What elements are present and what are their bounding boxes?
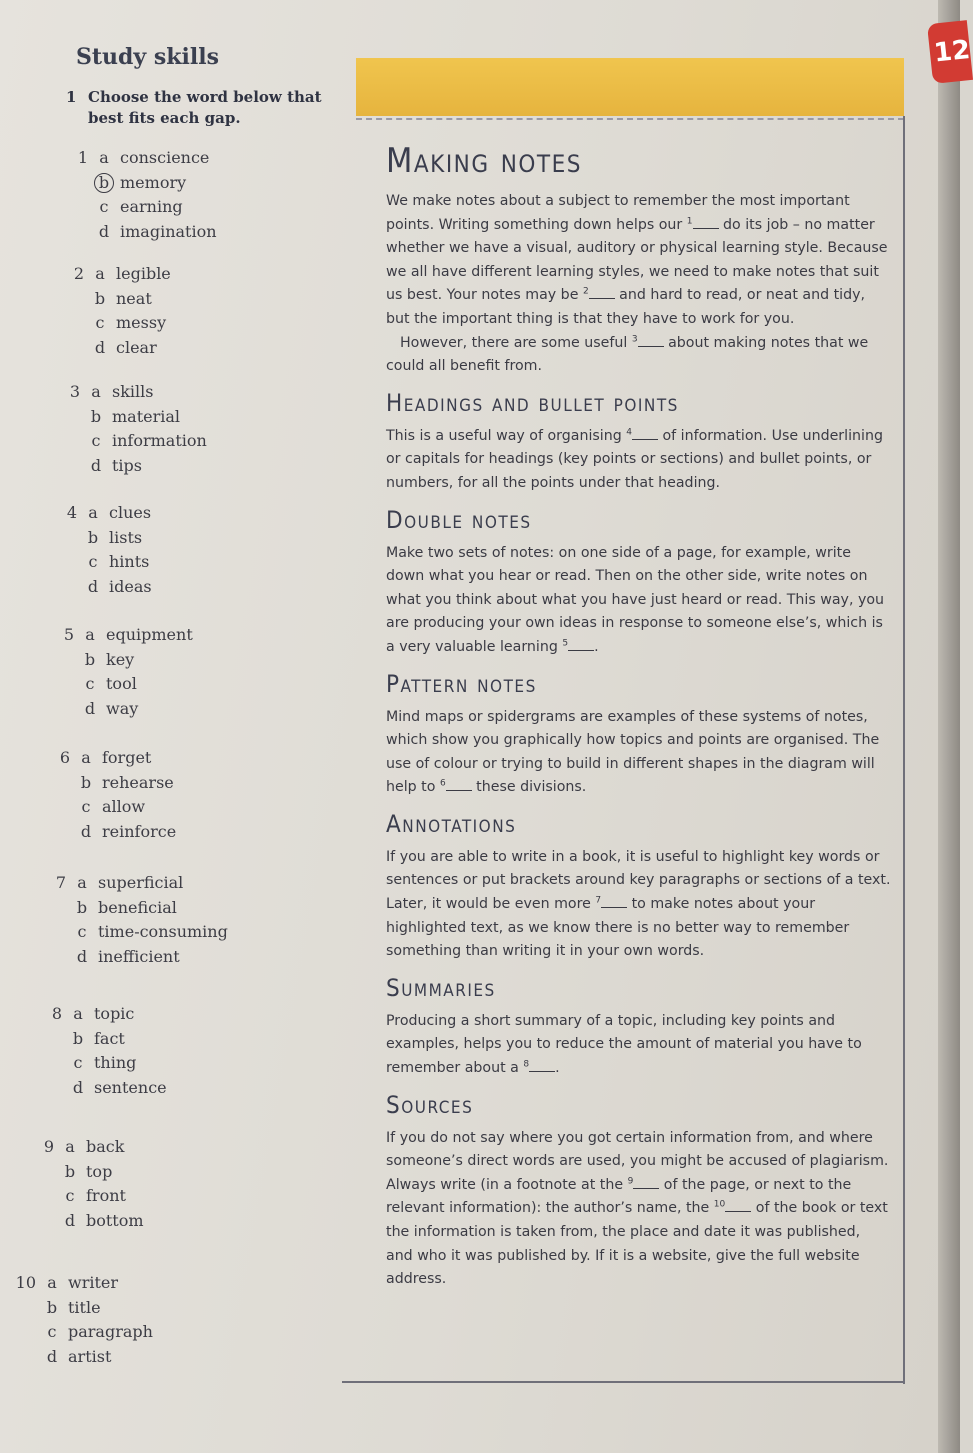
gap-number: 6 xyxy=(439,778,446,789)
option-letter: c xyxy=(91,431,101,450)
option-letter: b xyxy=(87,527,99,547)
heading-pattern-notes: Pattern notes xyxy=(386,669,537,698)
option-letter: b xyxy=(64,1161,76,1181)
answer-option[interactable] xyxy=(40,1027,167,1052)
answer-option[interactable] xyxy=(55,575,152,600)
question-number: 4 xyxy=(66,503,77,522)
answer-option[interactable] xyxy=(62,336,171,361)
option-word: clues xyxy=(109,503,152,522)
option-letter: c xyxy=(88,552,98,571)
gap-5[interactable] xyxy=(568,638,594,651)
instruction-line-1: Choose the word below that xyxy=(88,88,322,106)
option-letter: a xyxy=(91,382,101,401)
gap-number: 5 xyxy=(562,638,569,649)
option-letter: b xyxy=(72,1028,84,1048)
box-border-bottom xyxy=(342,1381,905,1383)
option-word: writer xyxy=(68,1273,119,1292)
box-border-right xyxy=(903,116,905,1384)
option-letter: b xyxy=(90,406,102,426)
answer-option[interactable] xyxy=(14,1296,153,1321)
option-word: allow xyxy=(102,797,146,816)
option-word: imagination xyxy=(120,221,217,241)
heading-headings-bullets: Headings and bullet points xyxy=(386,388,679,417)
question-6 xyxy=(48,746,176,844)
question-number: 9 xyxy=(43,1137,54,1156)
option-word: beneficial xyxy=(98,897,177,917)
answer-option[interactable] xyxy=(32,1209,144,1234)
option-letter: b xyxy=(46,1297,58,1317)
answer-option[interactable] xyxy=(52,623,193,648)
option-word: information xyxy=(112,431,207,450)
gap-10[interactable] xyxy=(725,1199,751,1212)
double-notes-paragraph: Make two sets of notes: on one side of a page, for example, write down what you hear or read. Then on the other side, write notes on what you think about what you have just heard or read. This way, you are producing your own ideas in response to someone else’s, which is a very valuable learning $^5$ . xyxy=(386,544,885,655)
option-word: equipment xyxy=(106,625,193,644)
question-8 xyxy=(40,1002,167,1100)
option-word: way xyxy=(106,698,139,718)
answer-option[interactable] xyxy=(62,262,171,287)
answer-option[interactable] xyxy=(52,672,193,697)
option-word: earning xyxy=(120,197,183,216)
option-letter: a xyxy=(85,625,95,644)
answer-option[interactable] xyxy=(44,871,228,896)
annotations-paragraph: If you are able to write in a book, it is useful to highlight key words or sentences or put brackets around key paragraphs or sections of a text. Later, it would be even more $^7$ to make notes about your highlighted text, as we know there is no better way to remember something than writing it in your own words. xyxy=(386,848,891,960)
option-letter: c xyxy=(81,797,91,816)
answer-option[interactable] xyxy=(48,820,176,845)
option-letter: d xyxy=(90,455,102,475)
question-number: 1 xyxy=(77,148,88,167)
option-word: hints xyxy=(109,552,150,571)
main-heading: Making notes xyxy=(386,141,582,181)
heading-annotations: Annotations xyxy=(386,809,517,838)
gap-3[interactable] xyxy=(638,334,664,347)
question-number: 5 xyxy=(63,625,74,644)
option-letter: d xyxy=(94,337,106,357)
answer-option[interactable] xyxy=(44,920,228,945)
option-word: artist xyxy=(68,1346,112,1366)
question-2 xyxy=(62,262,171,360)
gap-6[interactable] xyxy=(446,778,472,791)
option-word: tips xyxy=(112,455,142,475)
option-word: conscience xyxy=(120,148,210,167)
question-10 xyxy=(14,1271,153,1369)
option-word: ideas xyxy=(109,576,152,596)
option-letter: c xyxy=(99,197,109,216)
answer-option[interactable] xyxy=(66,195,217,220)
option-word: top xyxy=(86,1161,113,1181)
option-letter: d xyxy=(72,1077,84,1097)
answer-option[interactable] xyxy=(32,1184,144,1209)
exercise-number: 1 xyxy=(66,88,77,106)
pattern-notes-paragraph: Mind maps or spidergrams are examples of these systems of notes, which show you graphically how topics and points are organised. The use of colour or trying to build in different shapes in the diagram will help to $^6$ these divisions. xyxy=(386,708,880,796)
page-number-tab: 12 xyxy=(927,20,973,84)
answer-option[interactable] xyxy=(48,771,176,796)
option-letter: d xyxy=(87,576,99,596)
option-word: superficial xyxy=(98,873,184,892)
exercise-instruction xyxy=(66,87,336,129)
intro-paragraph: We make notes about a subject to remember the most important points. Writing something down helps our $^1$ do its job – no matter whether we have a visual, auditory or physical learning style. Because we all have different learning styles, we need to make notes that suit us best. Your notes may be $^2$ and hard to read, or neat and tidy, but the important thing is that they have to work for you. xyxy=(386,193,888,327)
answer-option[interactable] xyxy=(55,526,152,551)
option-word: sentence xyxy=(94,1077,167,1097)
answer-option[interactable] xyxy=(48,795,176,820)
intro-paragraph-2: However, there are some useful $^3$ about making notes that we could all benefit from. xyxy=(386,333,869,375)
option-letter: a xyxy=(81,748,91,767)
gap-8[interactable] xyxy=(529,1059,555,1072)
heading-summaries: Summaries xyxy=(386,973,496,1002)
option-word: legible xyxy=(116,264,171,283)
answer-option[interactable] xyxy=(66,171,217,196)
option-letter: d xyxy=(80,821,92,841)
option-letter: d xyxy=(98,221,110,241)
answer-option[interactable] xyxy=(52,697,193,722)
answer-option[interactable] xyxy=(40,1002,167,1027)
heading-sources: Sources xyxy=(386,1090,474,1119)
option-word: inefficient xyxy=(98,946,180,966)
instruction-line-2: best fits each gap. xyxy=(88,109,241,127)
summaries-paragraph: Producing a short summary of a topic, including key points and examples, helps you to reduce the amount of material you have to remember about a $^8$ . xyxy=(386,1012,862,1077)
option-letter: a xyxy=(65,1137,75,1156)
reading-text xyxy=(386,138,891,1292)
gap-9[interactable] xyxy=(633,1176,659,1189)
question-number: 6 xyxy=(59,748,70,767)
sources-paragraph: If you do not say where you got certain information from, and where someone’s direct words are used, you might be accused of plagiarism. Always write (in a footnote at the $^9$ of the page, or next to the relevant information): the author’s name, the $^{10}$ of the book or text the information is taken from, the place and date it was published, and who it was published by. If it is a website, give the full website address. xyxy=(386,1129,889,1288)
answer-option[interactable] xyxy=(48,746,176,771)
option-word: material xyxy=(112,406,181,426)
answer-option[interactable] xyxy=(44,896,228,921)
option-word: back xyxy=(86,1137,125,1156)
option-word: topic xyxy=(94,1004,135,1023)
gap-1[interactable] xyxy=(693,216,719,229)
question-number: 3 xyxy=(69,382,80,401)
answer-option[interactable] xyxy=(44,945,228,970)
option-letter: c xyxy=(95,313,105,332)
option-word: title xyxy=(68,1297,101,1317)
gap-7[interactable] xyxy=(601,895,627,908)
option-letter: b xyxy=(84,649,96,669)
option-word: clear xyxy=(116,337,157,357)
answer-option[interactable] xyxy=(40,1076,167,1101)
answer-option[interactable] xyxy=(58,454,207,479)
gap-number: 10 xyxy=(713,1199,726,1210)
question-7 xyxy=(44,871,228,969)
option-word: front xyxy=(86,1186,126,1205)
option-letter: c xyxy=(47,1322,57,1341)
answer-option[interactable] xyxy=(14,1320,153,1345)
gap-number: 9 xyxy=(627,1176,634,1187)
question-5 xyxy=(52,623,193,721)
option-letter: b xyxy=(94,288,106,308)
gap-number: 8 xyxy=(523,1059,530,1070)
option-letter: b xyxy=(76,897,88,917)
answer-option[interactable] xyxy=(58,380,207,405)
option-word: tool xyxy=(106,674,137,693)
header-band xyxy=(356,58,904,116)
answer-option[interactable] xyxy=(14,1345,153,1370)
question-3 xyxy=(58,380,207,478)
gap-2[interactable] xyxy=(589,286,615,299)
answer-option[interactable] xyxy=(32,1160,144,1185)
option-letter: d xyxy=(64,1210,76,1230)
option-letter: c xyxy=(85,674,95,693)
option-word: memory xyxy=(120,172,187,192)
answer-option[interactable] xyxy=(58,429,207,454)
option-letter: d xyxy=(76,946,88,966)
answer-option[interactable] xyxy=(32,1135,144,1160)
gap-number: 4 xyxy=(626,427,632,438)
answer-option[interactable] xyxy=(62,311,171,336)
option-letter: c xyxy=(73,1053,83,1072)
option-letter: a xyxy=(77,873,87,892)
option-letter: d xyxy=(84,698,96,718)
answer-option[interactable] xyxy=(66,220,217,245)
question-number: 2 xyxy=(73,264,84,283)
option-letter: a xyxy=(47,1273,57,1292)
answer-option[interactable] xyxy=(62,287,171,312)
answer-option[interactable] xyxy=(55,501,152,526)
section-title: Study skills xyxy=(76,44,219,70)
gap-number: 1 xyxy=(686,215,693,226)
heading-double-notes: Double notes xyxy=(386,505,532,534)
option-word: messy xyxy=(116,313,167,332)
question-1 xyxy=(66,146,217,244)
gap-number: 7 xyxy=(595,895,602,906)
option-letter: a xyxy=(73,1004,83,1023)
option-letter: c xyxy=(65,1186,75,1205)
option-letter: a xyxy=(88,503,98,522)
option-letter-circled: b xyxy=(97,171,111,196)
option-word: skills xyxy=(112,382,154,401)
option-word: lists xyxy=(109,527,143,547)
gap-number: 3 xyxy=(631,333,638,344)
answer-option[interactable] xyxy=(52,648,193,673)
dashed-divider xyxy=(356,118,904,120)
option-word: key xyxy=(106,649,135,669)
option-word: paragraph xyxy=(68,1322,153,1341)
option-letter: c xyxy=(77,922,87,941)
option-letter: a xyxy=(95,264,105,283)
option-word: fact xyxy=(94,1028,125,1048)
question-9 xyxy=(32,1135,144,1233)
question-number: 10 xyxy=(15,1273,36,1292)
answer-option[interactable] xyxy=(58,405,207,430)
page-edge xyxy=(938,0,960,1453)
option-word: bottom xyxy=(86,1210,144,1230)
gap-number: 2 xyxy=(582,286,589,297)
answer-option[interactable] xyxy=(55,550,152,575)
option-word: rehearse xyxy=(102,772,174,792)
option-letter: a xyxy=(99,148,109,167)
option-word: time-consuming xyxy=(98,922,228,941)
option-letter: d xyxy=(46,1346,58,1366)
question-4 xyxy=(55,501,152,599)
gap-4[interactable] xyxy=(632,427,658,440)
question-number: 8 xyxy=(51,1004,62,1023)
answer-option[interactable] xyxy=(66,146,217,171)
headings-paragraph: This is a useful way of organising $^4$ of information. Use underlining or capitals for headings (key points or sections) and bullet points, or numbers, for all the points under that heading. xyxy=(386,427,883,491)
answer-option[interactable] xyxy=(40,1051,167,1076)
option-word: neat xyxy=(116,288,152,308)
option-word: forget xyxy=(102,748,152,767)
option-word: reinforce xyxy=(102,821,177,841)
answer-option[interactable] xyxy=(14,1271,153,1296)
question-number: 7 xyxy=(55,873,66,892)
option-word: thing xyxy=(94,1053,137,1072)
option-letter: b xyxy=(80,772,92,792)
